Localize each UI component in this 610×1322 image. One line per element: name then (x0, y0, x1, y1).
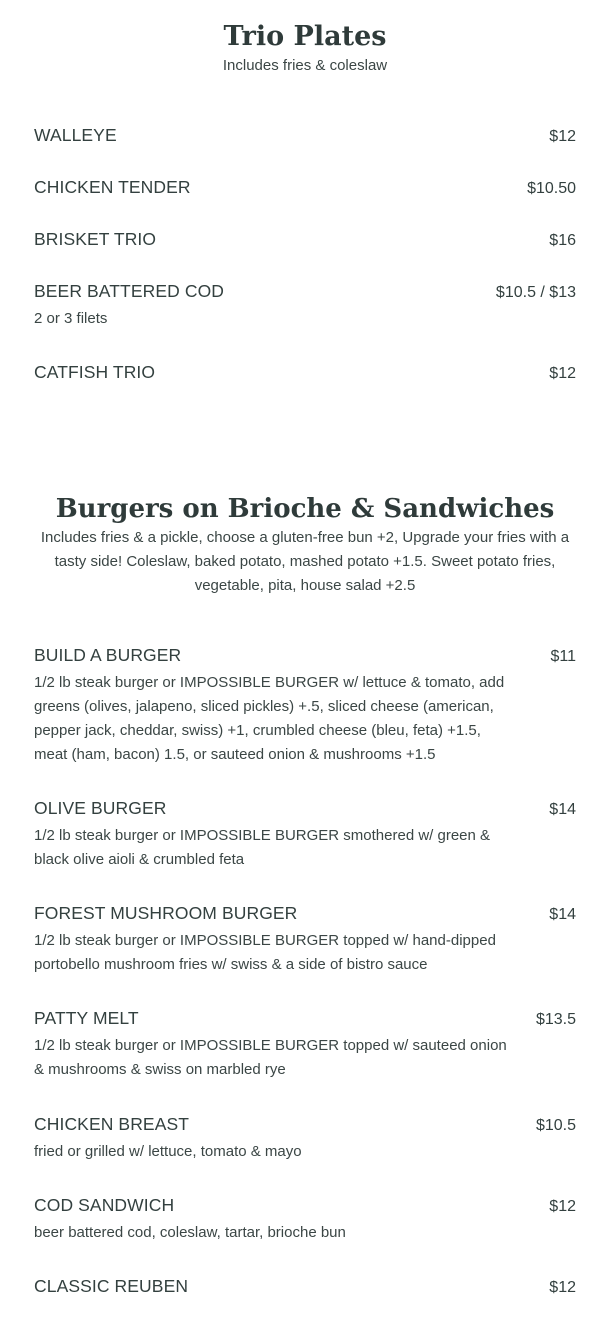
item-name: BEER BATTERED COD (34, 281, 225, 301)
item-price: $11 (550, 648, 576, 665)
menu-item-walleye (34, 123, 576, 147)
item-description: 1/2 lb steak burger or IMPOSSIBLE BURGER topped w/ sauteed onion & mushrooms & swiss on marbled rye (34, 1037, 507, 1078)
item-description: 1/2 lb steak burger or IMPOSSIBLE BURGER smothered w/ green & black olive aioli & crumbled feta (34, 827, 491, 868)
menu-item-cod-sandwich (34, 1193, 576, 1245)
menu-item-classic-reuben (34, 1274, 576, 1298)
item-price: $10.5 / $13 (495, 284, 576, 301)
item-name: BUILD A BURGER (34, 645, 182, 665)
item-price: $12 (549, 365, 576, 382)
trio-section-subtitle: Includes fries & coleslaw (222, 57, 388, 74)
item-name: CATFISH TRIO (34, 362, 156, 382)
item-description: 1/2 lb steak burger or IMPOSSIBLE BURGER topped w/ hand-dipped portobello mushroom fries w/ swiss & a side of bistro sauce (34, 932, 496, 973)
menu-item-olive-burger (34, 796, 576, 872)
item-price: $13.5 (535, 1011, 576, 1028)
item-name: CHICKEN TENDER (34, 177, 191, 197)
item-description: beer battered cod, coleslaw, tartar, brioche bun (34, 1224, 346, 1241)
menu-item-chicken-tender (34, 175, 576, 199)
menu-item-patty-melt (34, 1006, 576, 1082)
item-price: $14 (549, 906, 576, 923)
item-price: $16 (549, 232, 576, 249)
menu-item-chicken-breast (34, 1112, 576, 1164)
item-name: OLIVE BURGER (34, 798, 167, 818)
menu-item-beer-battered-cod (34, 279, 576, 331)
menu-item-brisket-trio (34, 227, 576, 251)
item-price: $12 (549, 1279, 576, 1296)
item-price: $12 (549, 128, 576, 145)
trio-section-title: Trio Plates (223, 21, 387, 52)
item-name: COD SANDWICH (34, 1195, 175, 1215)
item-price: $10.5 (535, 1117, 576, 1134)
burgers-section-title: Burgers on Brioche & Sandwiches (55, 494, 555, 524)
menu-item-build-a-burger (34, 643, 576, 767)
item-price: $14 (549, 801, 576, 818)
item-name: WALLEYE (34, 125, 117, 145)
item-name: BRISKET TRIO (34, 229, 157, 249)
item-name: CHICKEN BREAST (34, 1114, 190, 1134)
burgers-section-subtitle: Includes fries & a pickle, choose a gluten-free bun +2, Upgrade your fries with a tasty side! Coleslaw, baked potato, mashed potato +1.5. Sweet potato fries, vegetable, pita, house salad +2.5 (40, 529, 570, 594)
item-description: 1/2 lb steak burger or IMPOSSIBLE BURGER w/ lettuce & tomato, add greens (olives, jalapeno, sliced pickles) +.5, sliced cheese (american, pepper jack, cheddar, swiss) +1, crumbled cheese (bleu, feta) +1.5, meat (ham, bacon) 1.5, or sauteed onion & mushrooms +1.5 (34, 674, 505, 763)
item-name: FOREST MUSHROOM BURGER (34, 903, 298, 923)
menu-item-forest-mushroom-burger (34, 901, 576, 977)
item-name: PATTY MELT (34, 1008, 139, 1028)
item-description: fried or grilled w/ lettuce, tomato & mayo (34, 1143, 302, 1160)
item-name: CLASSIC REUBEN (34, 1276, 189, 1296)
item-price: $10.50 (527, 180, 576, 197)
item-price: $12 (549, 1198, 576, 1215)
item-description: 2 or 3 filets (34, 310, 108, 327)
menu-item-catfish-trio (34, 360, 576, 384)
